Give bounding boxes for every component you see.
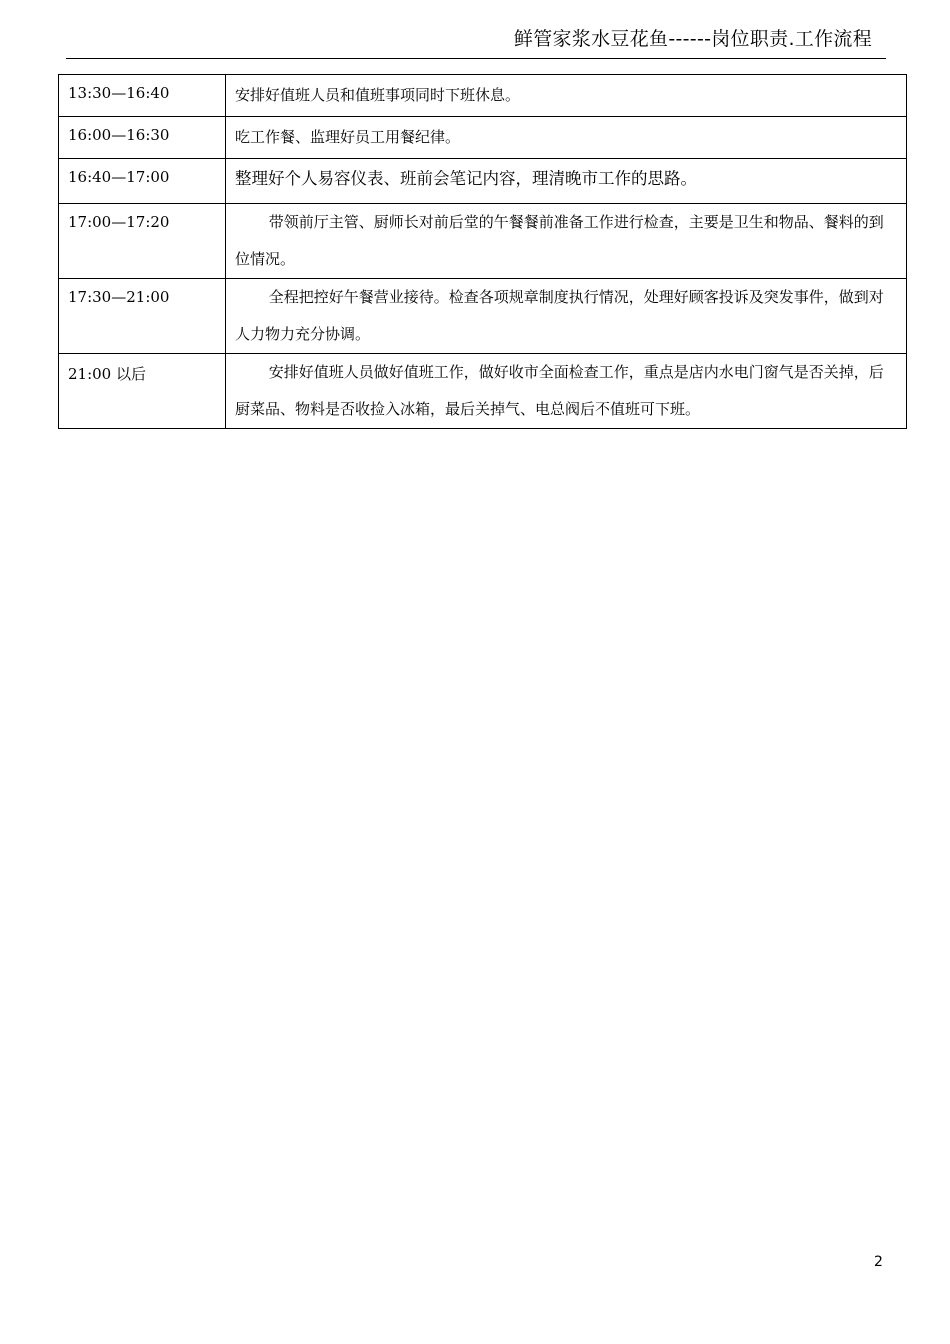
task-text: 带领前厅主管、厨师长对前后堂的午餐餐前准备工作进行检查，主要是卫生和物品、餐料的到位情况。 <box>235 213 884 268</box>
header-title: 鲜管家浆水豆花鱼------岗位职责.工作流程 <box>513 28 872 50</box>
task-text: 全程把控好午餐营业接待。检查各项规章制度执行情况，处理好顾客投诉及突发事件，做到对人力物力充分协调。 <box>235 288 884 343</box>
table-row <box>59 279 907 354</box>
task-text: 安排好值班人员和值班事项同时下班休息。 <box>235 86 521 104</box>
time-cell: 16:00—16:30 <box>59 117 226 159</box>
time-cell: 13:30—16:40 <box>59 75 226 117</box>
table-row <box>59 204 907 279</box>
table-row <box>59 75 907 117</box>
table-row <box>59 117 907 159</box>
page-header <box>66 22 886 59</box>
task-cell <box>226 204 907 279</box>
time-cell: 21:00 以后 <box>59 354 226 429</box>
table-row <box>59 354 907 429</box>
task-cell <box>226 354 907 429</box>
table-row <box>59 159 907 204</box>
task-text: 安排好值班人员做好值班工作，做好收市全面检查工作，重点是店内水电门窗气是否关掉，后厨菜品、物料是否收捡入冰箱，最后关掉气、电总阀后不值班可下班。 <box>235 363 884 418</box>
page-number: 2 <box>874 1254 883 1270</box>
time-cell: 16:40—17:00 <box>59 159 226 204</box>
task-cell <box>226 159 907 204</box>
task-cell <box>226 279 907 354</box>
task-cell <box>226 75 907 117</box>
time-cell: 17:30—21:00 <box>59 279 226 354</box>
task-text: 整理好个人易容仪表、班前会笔记内容，理清晚市工作的思路。 <box>235 169 697 188</box>
task-cell <box>226 117 907 159</box>
time-cell: 17:00—17:20 <box>59 204 226 279</box>
task-text: 吃工作餐、监理好员工用餐纪律。 <box>235 128 461 146</box>
schedule-table <box>58 74 907 429</box>
